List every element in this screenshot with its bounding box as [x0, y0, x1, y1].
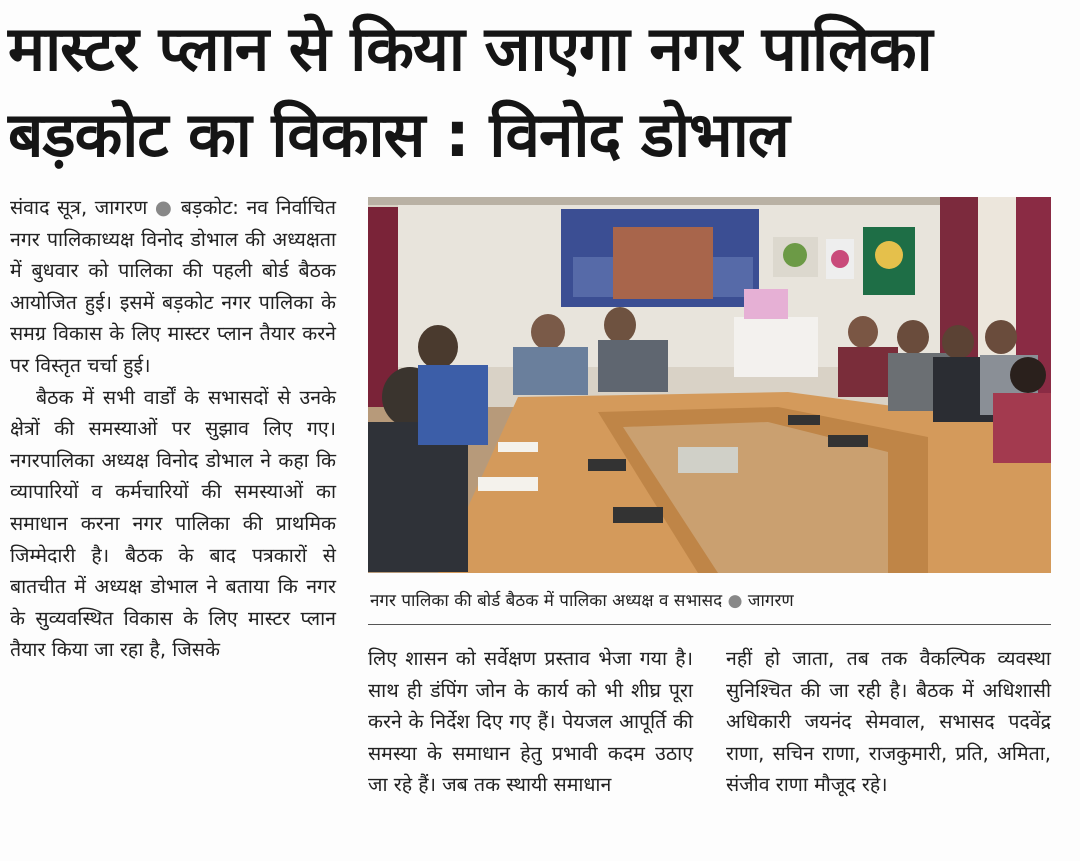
byline-source: संवाद सूत्र, जागरण — [10, 196, 148, 219]
article-column-2 — [368, 643, 693, 801]
news-photo — [368, 197, 1051, 573]
lead-paragraph — [10, 192, 336, 382]
body-paragraph-4: नहीं हो जाता, तब तक वैकल्पिक व्यवस्था सुनिश्चित की जा रही है। बैठक में अधिशासी अधिकारी जयनंद सेमवाल, सभासद पदवेंद्र राणा, सचिन राणा, राजकुमारी, प्रति, अमिता, संजीव राणा मौजूद रहे। — [726, 647, 1051, 797]
headline-line-2: बड़कोट का विकास : विनोद डोभाल — [8, 98, 789, 171]
headline-line-1: मास्टर प्लान से किया जाएगा नगर पालिका — [8, 12, 932, 85]
byline-separator: ● — [154, 196, 174, 219]
photo-caption-text: नगर पालिका की बोर्ड बैठक में पालिका अध्यक्ष व सभासद — [370, 591, 723, 611]
meeting-photo-illustration — [368, 197, 1051, 573]
body-paragraph-3: लिए शासन को सर्वेक्षण प्रस्ताव भेजा गया है। साथ ही डंपिंग जोन के कार्य को भी शीघ्र पूरा करने के निर्देश दिए गए हैं। पेयजल आपूर्ति की समस्या के समाधान हेतु प्रभावी कदम उठाए जा रहे हैं। जब तक स्थायी समाधान — [368, 647, 693, 797]
caption-divider — [368, 624, 1051, 625]
dateline-place: बड़कोट: — [180, 196, 239, 219]
caption-separator: ● — [727, 591, 743, 611]
photo-credit: जागरण — [747, 591, 794, 611]
article-column-3 — [726, 643, 1051, 801]
photo-caption — [370, 588, 1050, 614]
lead-paragraph-text: नव निर्वाचित नगर पालिकाध्यक्ष विनोद डोभाल की अध्यक्षता में बुधवार को पालिका की पहली बोर्ड बैठक आयोजित हुई। इसमें बड़कोट नगर पालिका के समग्र विकास के लिए मास्टर प्लान तैयार करने पर विस्तृत चर्चा हुई। — [10, 196, 337, 377]
article-column-1 — [10, 192, 336, 666]
body-paragraph-2: बैठक में सभी वार्डों के सभासदों से उनके क्षेत्रों की समस्याओं पर सुझाव लिए गए। नगरपालिका अध्यक्ष विनोद डोभाल ने कहा कि व्यापारियों व कर्मचारियों की समस्याओं का समाधान करना नगर पालिका की प्राथमिक जिम्मेदारी है। बैठक के बाद पत्रकारों से बातचीत में अध्यक्ष डोभाल ने बताया कि नगर के सुव्यवस्थित विकास के लिए मास्टर प्लान तैयार किया जा रहा है, जिसके — [10, 385, 336, 662]
headline — [8, 6, 1072, 178]
